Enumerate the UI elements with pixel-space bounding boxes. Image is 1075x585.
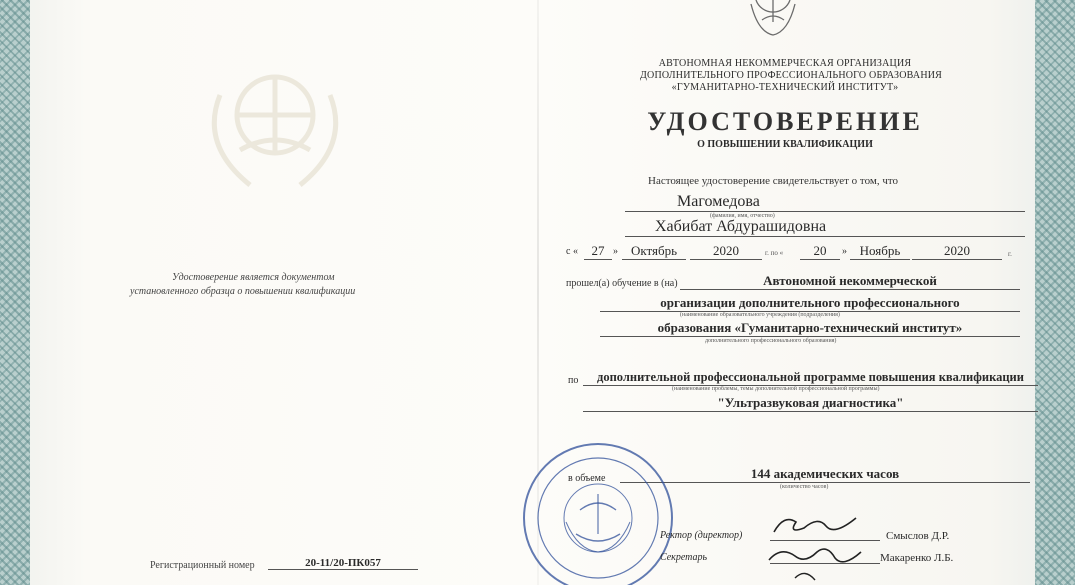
program-line2: "Ультразвуковая диагностика": [583, 395, 1038, 412]
date-from-mid: »: [613, 246, 618, 257]
date-from-prefix: с «: [566, 246, 578, 257]
person-name: Хабибат Абдурашидовна: [625, 218, 1025, 237]
rector-name: Смыслов Д.Р.: [886, 530, 950, 542]
secretary-label: Секретарь: [660, 552, 708, 563]
intro-text: Настоящее удостоверение свидетельствует о том, что: [648, 175, 899, 187]
secretary-name: Макаренко Л.Б.: [880, 552, 954, 564]
person-surname: Магомедова: [625, 193, 1025, 212]
date-to-mid: »: [842, 246, 847, 257]
document-subtitle: О ПОВЫШЕНИИ КВАЛИФИКАЦИИ: [697, 139, 873, 150]
training-caption2: дополнительного профессионального образования): [705, 338, 837, 344]
rector-signature-icon: [770, 508, 860, 542]
volume-caption: (количество часов): [780, 484, 829, 490]
org-line2: ДОПОЛНИТЕЛЬНОГО ПРОФЕССИОНАЛЬНОГО ОБРАЗОВАНИЯ: [640, 70, 943, 81]
decorative-border-left: [0, 0, 30, 585]
official-stamp-icon: [518, 438, 678, 585]
training-org-line2: организации дополнительного профессионального: [600, 295, 1020, 312]
rector-label: Ректор (директор): [660, 530, 743, 541]
volume-label: в объеме: [568, 473, 606, 484]
date-to-year: 2020: [912, 243, 1002, 260]
date-to-month: Ноябрь: [850, 243, 910, 260]
training-caption1: (наименование образовательного учреждения (подразделения): [680, 312, 840, 318]
volume-value: 144 академических часов: [620, 466, 1030, 483]
institute-logo-icon: [748, 0, 798, 38]
date-to-day: 20: [800, 243, 840, 260]
org-line1: АВТОНОМНАЯ НЕКОММЕРЧЕСКАЯ ОРГАНИЗАЦИЯ: [658, 58, 912, 69]
date-suffix: г.: [1008, 250, 1012, 258]
registration-label: Регистрационный номер: [150, 560, 255, 571]
decorative-border-right: [1035, 0, 1075, 585]
training-org-line1: Автономной некоммерческой: [680, 273, 1020, 290]
program-line1: дополнительной профессиональной программе повышения квалификации: [583, 370, 1038, 386]
training-label: прошел(а) обучение в (на): [566, 278, 678, 289]
program-label: по: [568, 375, 579, 386]
document-title: УДОСТОВЕРЕНИЕ: [647, 107, 923, 136]
date-from-day: 27: [584, 243, 612, 260]
org-line3: «ГУМАНИТАРНО-ТЕХНИЧЕСКИЙ ИНСТИТУТ»: [671, 82, 899, 93]
date-from-year: 2020: [690, 243, 762, 260]
program-caption: (наименование проблемы, темы дополнительной профессиональной программы): [672, 386, 880, 392]
registration-number: 20-11/20-ПК057: [268, 557, 418, 570]
secretary-signature-line: [770, 563, 880, 564]
date-to-prefix: г. по «: [765, 249, 784, 257]
fio-caption: (фамилия, имя, отчество): [710, 213, 775, 219]
training-org-line3: образования «Гуманитарно-технический институт»: [600, 320, 1020, 337]
date-from-month: Октябрь: [622, 243, 686, 260]
left-note-line1: Удостоверение является документом: [172, 272, 335, 283]
watermark-emblem-icon: [180, 55, 370, 205]
left-note-line2: установленного образца о повышении квалификации: [130, 286, 356, 297]
